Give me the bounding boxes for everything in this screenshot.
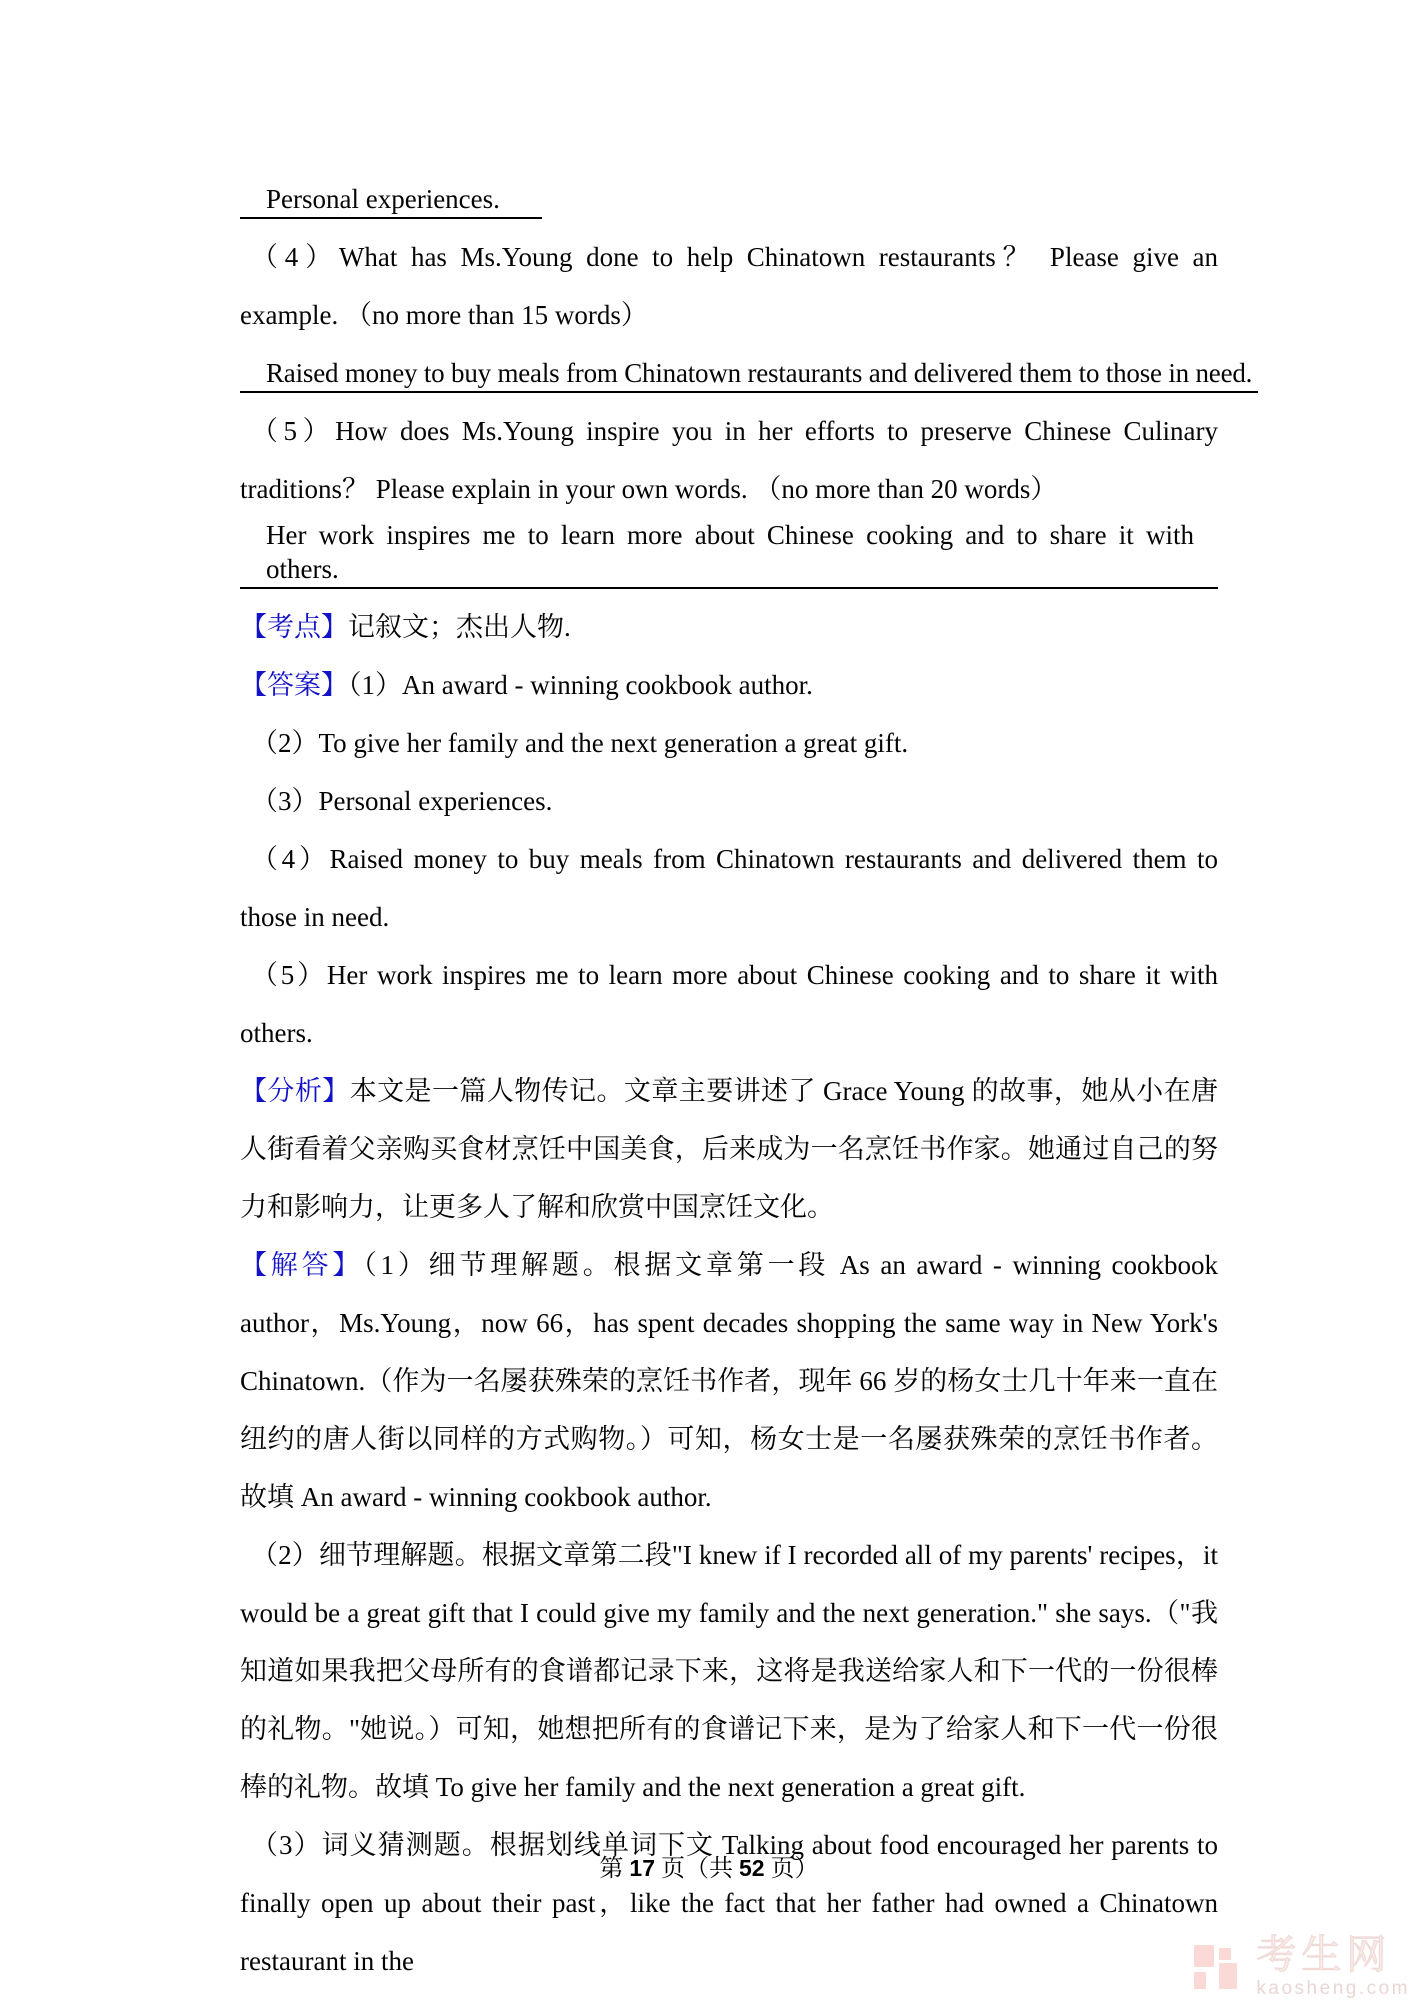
answer-blank-4-text: Raised money to buy meals from Chinatown restaurants and delivered them to those in need.: [240, 356, 1258, 393]
footer-total-pages: 52: [739, 1855, 765, 1881]
kaosheng-watermark: [1194, 1932, 1410, 1999]
answer-blank-5-text: Her work inspires me to learn more about Chinese cooking and to share it with others.: [240, 518, 1218, 589]
analysis-text: 本文是一篇人物传记。文章主要讲述了 Grace Young 的故事，她从小在唐人街看着父亲购买食材烹饪中国美食，后来成为一名烹饪书作家。她通过自己的努力和影响力，让更多人了解和欣赏中国烹饪文化。: [240, 1076, 1219, 1222]
footer-suffix: 页）: [770, 1856, 819, 1882]
explanation-paragraph-1: [240, 1236, 1218, 1526]
watermark-text: [1256, 1932, 1410, 1999]
question-4: （4）What has Ms.Young done to help Chinatown restaurants？ Please give an example. （no more than 15 words）: [240, 242, 1218, 330]
answer-blank-3-text: Personal experiences.: [240, 182, 542, 219]
answer-key-label: 【答案】: [240, 670, 348, 700]
answer-blank-5: [240, 518, 1218, 598]
exam-point-line: [240, 598, 1218, 656]
watermark-brand: 考生网: [1256, 1932, 1392, 1977]
footer-middle: 页（共: [661, 1856, 733, 1882]
explanation-item-3: （3）词义猜测题。根据划线单词下文 Talking about food encouraged her parents to finally open up about their past，like the fact that her father had owned a Chinatown restaurant in the: [240, 1830, 1218, 1976]
exam-point-label: 【考点】: [240, 612, 348, 642]
answer-blank-3: [240, 170, 1218, 228]
question-5: （5）How does Ms.Young inspire you in her efforts to preserve Chinese Culinary traditions？ Please explain in your own words. （no more than 20 words）: [240, 416, 1218, 504]
answer-key-item-4: （4）Raised money to buy meals from Chinatown restaurants and delivered them to those in need.: [240, 844, 1218, 932]
answer-key-item-2: （2）To give her family and the next generation a great gift.: [251, 728, 909, 758]
analysis-paragraph: [240, 1062, 1218, 1236]
answer-blank-4: [240, 344, 1253, 402]
answer-key-line-1: [240, 656, 1218, 714]
analysis-label: 【分析】: [240, 1076, 350, 1106]
page-content: [240, 170, 1253, 1990]
explanation-item-2: （2）细节理解题。根据文章第二段"I knew if I recorded all of my parents' recipes，it would be a great gift that I could give my family and the next generation." she says.（"我知道如果我把父母所有的食谱都记录下来，这将是我送给家人和下一代的一份很棒的礼物。"她说。）可知，她想把所有的食谱记下来，是为了给家人和下一代一份很棒的礼物。故填 To give her family and the next generation a great gift.: [240, 1540, 1218, 1802]
answer-key-item-1: （1）An award - winning cookbook author.: [348, 670, 813, 700]
explanation-label: 【解答】: [240, 1250, 364, 1280]
footer-page-number: 17: [629, 1855, 655, 1881]
watermark-domain: kaosheng.com: [1256, 1978, 1410, 1999]
footer-prefix: 第: [599, 1856, 624, 1882]
explanation-item-1: （1）细节理解题。根据文章第一段 As an award - winning cookbook author，Ms.Young，now 66，has spent decades shopping the same way in New York's Chinatown.（作为一名屡获殊荣的烹饪书作者，现年 66 岁的杨女士几十年来一直在纽约的唐人街以同样的方式购物。）可知，杨女士是一名屡获殊荣的烹饪书作者。故填 An award - winning cookbook author.: [240, 1250, 1218, 1512]
answer-key-item-5: （5）Her work inspires me to learn more about Chinese cooking and to share it with others.: [240, 960, 1218, 1048]
exam-point-text: 记叙文；杰出人物.: [348, 612, 571, 642]
page-footer: [0, 1848, 1418, 1889]
kaosheng-logo-icon: [1194, 1943, 1240, 1991]
answer-key-item-3: （3）Personal experiences.: [251, 786, 553, 816]
